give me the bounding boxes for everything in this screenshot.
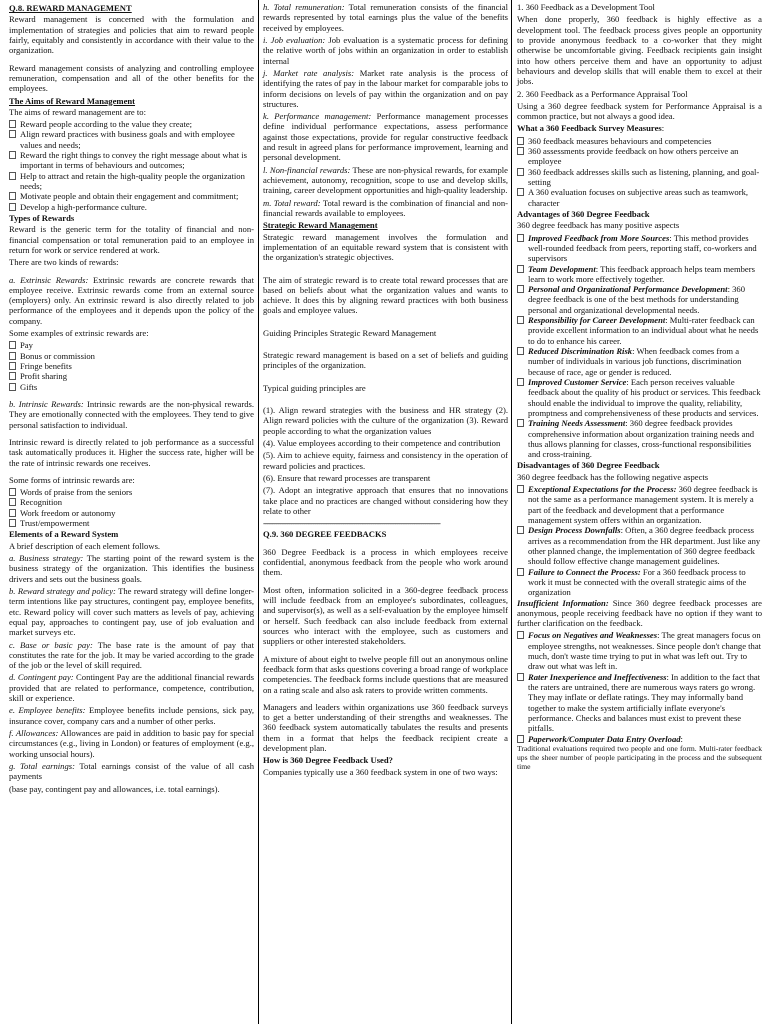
box-bullet-icon [517,147,524,155]
column-2 [258,0,512,1024]
paragraph: Companies typically use a 360 feedback system in one of two ways: [263,766,498,777]
principle-item: (1). Align reward strategies with the business and HR strategy (2). Align reward policies with the culture of the organization (3). Reward people according to what the organization values [263,405,508,436]
definition-item: h. Total remuneration: Total remuneration consists of the financial rewards represented by total earnings plus the value of the benefits received by employees. [263,2,508,33]
box-bullet-icon [9,509,16,517]
list-item: Develop a high-performance culture. [9,202,254,212]
use-title: 1. 360 Feedback as a Development Tool [517,2,655,12]
box-bullet-icon [9,372,16,380]
list-item: 360 feedback addresses skills such as listening, planning, and goal- setting [517,167,762,188]
paragraph: The aim of strategic reward is to create total reward processes that are based on beliefs about what the organization values and wants to achieve. It does this by aligning reward practices with both business goals and employee values. [263,274,508,316]
elements-heading: Elements of a Reward System [9,529,119,540]
definition-item: m. Total reward: Total reward is the combination of financial and non-financial rewards available to employees. [263,197,508,218]
paragraph: Managers and leaders within organizations use 360 feedback surveys to get a better understanding of their strengths and weaknesses. The 360 feedback system automatically tabulates the results and presents them in a format that helps the feedback recipient create a development plan. [263,701,508,754]
box-bullet-icon [9,519,16,527]
column-3 [513,0,765,1024]
list-item: Bonus or commission [9,351,254,361]
definition-item: k. Performance management: Performance management processes define individual performance expectations, assess performance against those expectations, provide for regular constructive feedback and result in agreed plans for performance improvement, learning and personal development. [263,111,508,163]
box-bullet-icon [517,735,524,743]
list-item: Recognition [9,497,254,507]
list-item: Gifts [9,382,254,392]
box-bullet-icon [517,419,524,427]
advantage-item: Improved Feedback from More Sources: This method provides well-rounded feedback from peers, reporting staff, co-workers and supervisors [517,233,762,264]
q8-title: Q.8. REWARD MANAGEMENT [9,3,132,13]
paragraph: (base pay, contingent pay and allowances, i.e. total earnings). [9,783,220,794]
disadvantage-item: Design Process Downfalls: Often, a 360 degree feedback process arrives as a recommendation from the HR department. Just like any other planned change, the implementation of 360 degree feedback should follow effective change management guidelines. [517,525,762,566]
disadvantage-item: Rater Inexperience and Ineffectiveness: In addition to the fact that the raters are untrained, there are numerous ways raters go wrong. They may inflate or deflate ratings. They may informally band together to make the system artificially inflate everyone's performance. Checks and balances must exist to prevent these pitfalls. [517,672,762,734]
paragraph: a. Extrinsic Rewards: Extrinsic rewards are concrete rewards that employee receive. Extrinsic rewards come from an external source (employers) only. An extrinsic reward is also directly related to job performance of the employees and it depends upon the policy of the company. [9,274,254,326]
paragraph-small: Traditional evaluations required two people and one form. Multi-rater feedback ups the sheer number of people participating in the process and the subsequent time [517,743,762,772]
principle-item: (4). Value employees according to their competence and contribution [263,437,501,448]
list-item: Profit sharing [9,371,254,381]
paragraph: 360 degree feedback has the following negative aspects [517,471,709,482]
box-bullet-icon [9,362,16,370]
paragraph: Strategic reward management is based on a set of beliefs and guiding principles of the organization. [263,350,508,371]
list-item: Motivate people and obtain their engagement and commitment; [9,191,254,201]
paragraph: There are two kinds of rewards: [9,257,119,268]
paragraph: Reward is the generic term for the totality of financial and non-financial compensation or total remuneration paid to an employee in return for work or service rendered at work. [9,224,254,255]
paragraph: Reward management is concerned with the formulation and implementation of strategies and policies that aim to reward people fairly, equitably and consistently in accordance with their value to the organization. [9,14,254,56]
list-item: A 360 evaluation focuses on subjective areas such as teamwork, character [517,187,762,208]
dash-separator: ----------------------------------------------------------------------------------------------- [263,518,440,529]
box-bullet-icon [517,137,524,145]
box-bullet-icon [517,378,524,386]
definition-item: j. Market rate analysis: Market rate analysis is the process of identifying the rates of pay in the labour market for comparable jobs to inform decisions on levels of pay within the organization and on pay structures. [263,67,508,109]
box-bullet-icon [517,568,524,576]
list-item: Align reward practices with business goals and with employee values and needs; [9,129,254,150]
list-item: Reward the right things to convey the right message about what is important in terms of behaviours and outcomes; [9,150,254,171]
list-item: Reward people according to the value they create; [9,119,254,129]
definition-item: l. Non-financial rewards: These are non-physical rewards, for example achievement, autonomy, recognition, scope to use and develop skills, training, career development opportunities and high-quality leadership. [263,164,508,196]
paragraph: When done properly, 360 feedback is highly effective as a development tool. The feedback process gives people an opportunity to provide anonymous feedback to a co-worker that they might otherwise be uncomfortable giving. Feedback recipients gain insight into how others perceive them and have an opportunity to adjust behaviours and develop skills that will enable them to excel at their jobs. [517,14,762,87]
box-bullet-icon [517,265,524,273]
use-title: 2. 360 Feedback as a Performance Appraisal Tool [517,88,688,99]
advantage-item: Reduced Discrimination Risk: When feedback comes from a number of individuals in various job functions, discrimination because of race, age or gender is reduced. [517,346,762,377]
principle-item: (7). Adopt an integrative approach that ensures that no innovations take place and no practices are changed without considering how they relate to other [263,485,508,516]
paragraph: The aims of reward management are to: [9,106,146,117]
advantages-heading: Advantages of 360 Degree Feedback [517,208,650,219]
list-item: 360 feedback measures behaviours and competencies [517,136,762,146]
advantage-item: Improved Customer Service: Each person receives valuable feedback about the quality of his product or services. This feedback should enable the individual to improve the quality, reliability, promptness and comprehensiveness of these products and services. [517,377,762,418]
column-1 [5,0,257,1024]
q9-title: Q.9. 360 DEGREE FEEDBACKS [263,529,387,540]
measures-heading: What a 360 Feedback Survey Measures: [517,123,665,134]
box-bullet-icon [9,352,16,360]
paragraph: Reward management consists of analyzing and controlling employee remuneration, compensation and all of the other benefits for the employees. [9,62,254,94]
box-bullet-icon [517,631,524,639]
element-item: g. Total earnings: Total earnings consist of the value of all cash payments [9,760,254,782]
box-bullet-icon [9,203,16,211]
list-item: Pay [9,340,254,350]
list-item: Trust/empowerment [9,518,254,528]
principle-item: (6). Ensure that reward processes are transparent [263,472,431,483]
disadvantages-heading: Disadvantages of 360 Degree Feedback [517,460,660,471]
element-item: a. Business strategy: The starting point of the reward system is the business strategy of the organization. This identifies the business drivers and sets out the business goals. [9,553,254,584]
srm-heading: Strategic Reward Management [263,220,378,231]
paragraph: Intrinsic reward is directly related to job performance as a successful task automatically produces it. Higher the success rate, higher will be the rate of intrinsic rewards one receives. [9,436,254,468]
box-bullet-icon [9,130,16,138]
aims-heading: The Aims of Reward Management [9,95,136,106]
paragraph: Most often, information solicited in a 360-degree feedback process will include feedback from an employee's subordinates, colleagues, and supervisor(s), as well as a self-evaluation by the employee himself or herself. Such feedback can also include feedback from external sources who interact with the employee, such as customers and suppliers or other interested stakeholders. [263,584,508,647]
paragraph: Some forms of intrinsic rewards are: [9,474,135,485]
advantage-item: Responsibility for Career Development: Multi-rater feedback can provide excellent information to an individual about what he needs to do to enhance his career. [517,315,762,346]
types-heading: Types of Rewards [9,212,75,223]
paragraph: Insufficient Information: Since 360 degree feedback processes are anonymous, people receiving feedback have no option if they want to further clarification on the feedback. [517,597,762,629]
paragraph: A mixture of about eight to twelve people fill out an anonymous online feedback form that asks questions covering a broad range of workplace competencies. The feedback forms include questions that are measured on a rating scale and also ask raters to provide written comments. [263,653,508,695]
disadvantage-item: Focus on Negatives and Weaknesses: The great managers focus on employee strengths, not weaknesses. Since people don't change that much, don't waste time trying to put in what was left out. Try to draw out what was left in. [517,630,762,671]
element-item: c. Base or basic pay: The base rate is the amount of pay that constitutes the rate for the job. It may be varied according to the grade of the job or the level of skill required. [9,639,254,671]
principle-item: (5). Aim to achieve equity, fairness and consistency in the operation of reward policies and practices. [263,450,508,471]
box-bullet-icon [517,347,524,355]
advantage-item: Personal and Organizational Performance Development: 360 degree feedback is one of the best methods for understanding personal and organizational developmental needs. [517,284,762,315]
paragraph: Typical guiding principles are [263,382,366,393]
paragraph: 360 degree feedback has many positive aspects [517,220,680,231]
disadvantage-item: Failure to Connect the Process: For a 360 feedback process to work it must be connected with the overall strategic aims of the organization [517,567,762,598]
box-bullet-icon [517,316,524,324]
disadvantage-item: Exceptional Expectations for the Process: 360 degree feedback is not the same as a performance management system. It is merely a part of the feedback and development that a performance management system offers within an organization. [517,484,762,525]
definition-item: i. Job evaluation: Job evaluation is a systematic process for defining the relative worth of jobs within an organization in order to establish internal [263,34,508,66]
element-item: d. Contingent pay: Contingent Pay are the additional financial rewards provided that are related to performance, competence, contribution, skill or experience. [9,672,254,704]
box-bullet-icon [9,383,16,391]
list-item: 360 assessments provide feedback on how others perceive an employee [517,146,762,167]
box-bullet-icon [9,498,16,506]
advantage-item: Training Needs Assessment: 360 degree feedback provides comprehensive information about organization training needs and thus allows planning for classes, cross-functional responsibilities and cross-training. [517,418,762,459]
list-item: Words of praise from the seniors [9,487,254,497]
box-bullet-icon [9,172,16,180]
box-bullet-icon [517,485,524,493]
list-item: Fringe benefits [9,361,254,371]
paragraph: 360 Degree Feedback is a process in which employees receive confidential, anonymous feedback from the people who work around them. [263,546,508,578]
disadvantage-item: Paperwork/Computer Data Entry Overload: [517,734,762,744]
paragraph: Some examples of extrinsic rewards are: [9,328,149,339]
box-bullet-icon [9,341,16,349]
paragraph: Using a 360 degree feedback system for Performance Appraisal is a common practice, but not always a good idea. [517,100,762,122]
box-bullet-icon [517,168,524,176]
list-item: Work freedom or autonomy [9,508,254,518]
box-bullet-icon [9,192,16,200]
paragraph: b. Intrinsic Rewards: Intrinsic rewards are the non-physical rewards. They are emotionally connected with the employees. They tend to give personal satisfaction to individual. [9,398,254,430]
guiding-title: Guiding Principles Strategic Reward Management [263,327,437,338]
paragraph: Strategic reward management involves the formulation and implementation of an equitable reward system that is consistent with the organization's strategic objectives. [263,231,508,263]
box-bullet-icon [517,526,524,534]
element-item: e. Employee benefits: Employee benefits include pensions, sick pay, insurance cover, company cars and a number of other perks. [9,705,254,726]
paragraph: A brief description of each element follows. [9,540,161,551]
list-item: Help to attract and retain the high-quality people the organization needs; [9,171,254,192]
element-item: b. Reward strategy and policy: The reward strategy will define longer-term intentions like pay structures, contingent pay, employee benefits, etc. Reward policy will cover such matters as levels of pay, achieving equal pay, approaches to contingent pay, use of job evaluation and market surveys etc. [9,585,255,638]
advantage-item: Team Development: This feedback approach helps team members learn to work more effectively together. [517,264,762,285]
box-bullet-icon [517,188,524,196]
box-bullet-icon [9,151,16,159]
used-heading: How is 360 Degree Feedback Used? [263,755,393,766]
box-bullet-icon [9,488,16,496]
box-bullet-icon [517,234,524,242]
box-bullet-icon [517,285,524,293]
box-bullet-icon [517,673,524,681]
element-item: f. Allowances: Allowances are paid in addition to basic pay for special circumstances (e.g., living in London) or features of employment (e.g., working unsocial hours). [9,728,254,759]
box-bullet-icon [9,120,16,128]
